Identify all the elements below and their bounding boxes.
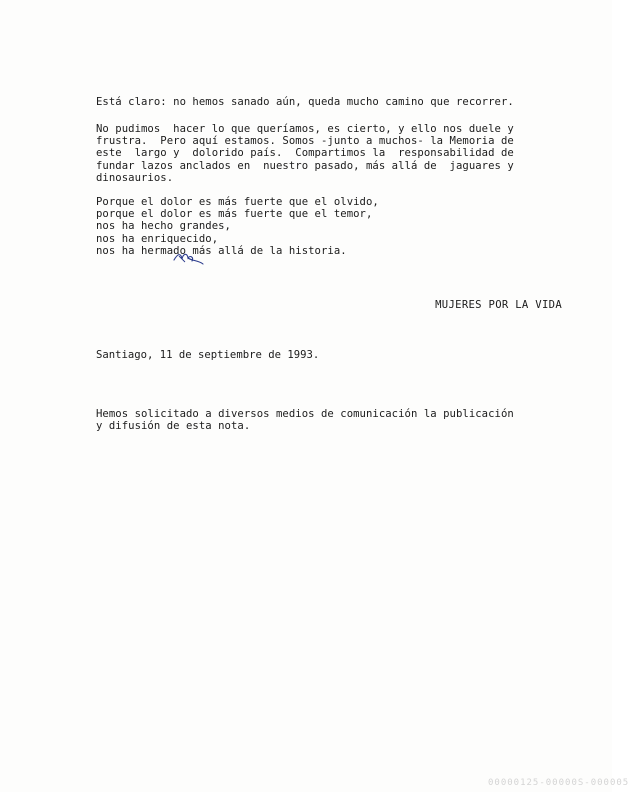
text-line: este largo y dolorido país. Compartimos la responsabilidad de: [96, 147, 514, 160]
poem-line: Porque el dolor es más fuerte que el olvido,: [96, 196, 379, 208]
poem-line: nos ha hecho grandes,: [96, 220, 231, 233]
text-line: y difusión de esta nota.: [96, 420, 251, 433]
text-line: No pudimos hacer lo que queríamos, es cierto, y ello nos duele y: [96, 123, 514, 135]
opening-paragraph: [96, 96, 514, 108]
poem-line: porque el dolor es más fuerte que el temor,: [96, 208, 373, 221]
text-line: Está claro: no hemos sanado aún, queda mucho camino que recorrer.: [96, 96, 514, 108]
text-line: frustra. Pero aquí estamos. Somos -junto a muchos- la Memoria de: [96, 135, 514, 148]
date-line: Santiago, 11 de septiembre de 1993.: [96, 349, 320, 361]
main-paragraph: [96, 123, 514, 184]
poem-stanza: [96, 196, 379, 257]
publication-note: [96, 408, 514, 432]
archive-stamp: 00000125-00000S-000005: [488, 778, 629, 788]
text-line: fundar lazos anclados en nuestro pasado, más allá de jaguares y: [96, 159, 514, 172]
poem-line: nos ha enriquecido,: [96, 232, 219, 245]
poem-line: nos ha hermado más allá de la historia.: [96, 244, 347, 257]
text-line: dinosaurios.: [96, 171, 174, 184]
handwritten-mark-icon: [170, 249, 206, 267]
signature-line: MUJERES POR LA VIDA: [435, 299, 562, 311]
text-line: Hemos solicitado a diversos medios de comunicación la publicación: [96, 408, 514, 420]
